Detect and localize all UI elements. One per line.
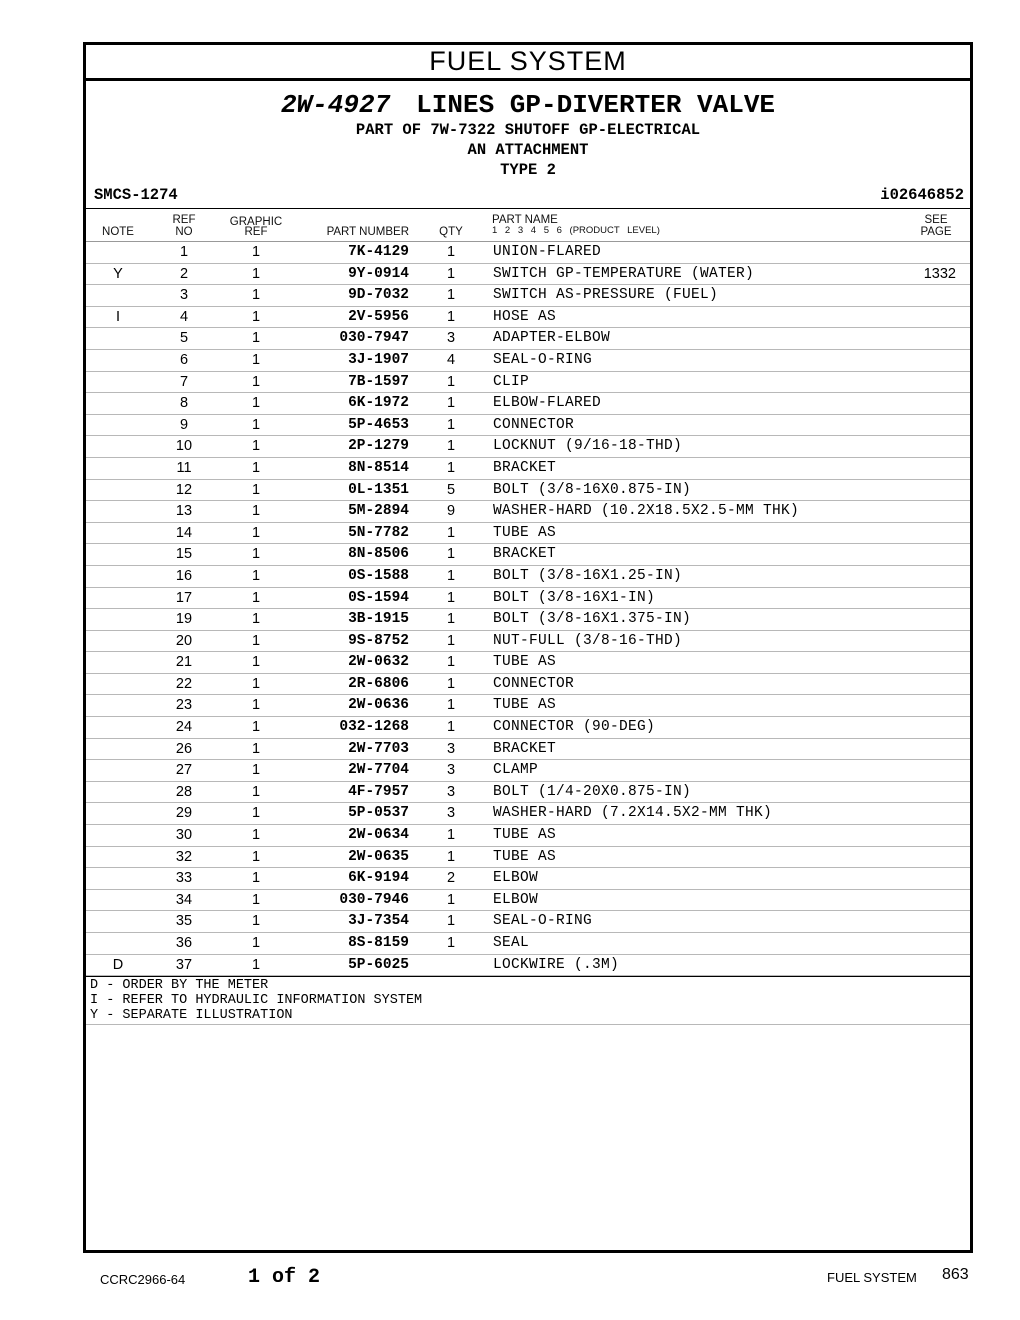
part-number-cell: 9S-8752 [348,632,409,649]
assembly-title [86,90,970,120]
column-header [86,208,970,242]
table-row [86,609,970,631]
ref-no-cell: 37 [175,956,193,973]
qty-cell: 3 [446,783,456,800]
qty-cell: 2 [446,870,456,887]
part-number-cell: 2W-0634 [348,827,409,844]
qty-cell: 1 [446,632,456,649]
graphic-ref-cell: 1 [251,654,261,671]
graphic-ref-cell: 1 [251,546,261,563]
part-name-cell: LOCKNUT (9/16-18-THD) [493,438,683,455]
graphic-ref-cell: 1 [251,783,261,800]
part-number-cell: 2R-6806 [348,675,409,692]
part-name-cell: CONNECTOR [493,675,575,692]
part-number-cell: 5P-4653 [348,416,409,433]
graphic-ref-cell: 1 [251,848,261,865]
see-page-cell: 1332 [923,265,956,282]
graphic-ref-cell: 1 [251,459,261,476]
table-row [86,695,970,717]
ref-no-cell: 4 [179,308,189,325]
qty-cell: 1 [446,675,456,692]
table-row [86,372,970,394]
part-name-cell: BOLT (3/8-16X1.25-IN) [493,567,683,584]
note-i: I - REFER TO HYDRAULIC INFORMATION SYSTEM [90,993,423,1009]
attachment-line: AN ATTACHMENT [467,141,589,159]
qty-cell: 1 [446,373,456,390]
ref-no-cell: 5 [179,330,189,347]
part-number-cell: 0S-1588 [348,567,409,584]
table-row [86,285,970,307]
col-note: NOTE [102,226,134,238]
graphic-ref-cell: 1 [251,524,261,541]
ref-no-cell: 30 [175,827,193,844]
table-row [86,588,970,610]
qty-cell: 1 [446,913,456,930]
qty-cell: 1 [446,719,456,736]
table-row [86,825,970,847]
ref-no-cell: 32 [175,848,193,865]
qty-cell: 1 [446,848,456,865]
part-name-cell: BOLT (3/8-16X1.375-IN) [493,611,692,628]
part-name-cell: SEAL-O-RING [493,913,593,930]
col-qty: QTY [439,226,463,238]
qty-cell: 5 [446,481,456,498]
table-row [86,501,970,523]
qty-cell: 3 [446,805,456,822]
col-ref-bottom: NO [175,226,193,238]
ref-no-cell: 15 [175,546,193,563]
part-number-cell: 4F-7957 [348,783,409,800]
part-number-cell: 7B-1597 [348,373,409,390]
part-number-cell: 032-1268 [339,719,409,736]
graphic-ref-cell: 1 [251,265,261,282]
qty-cell: 1 [446,244,456,260]
col-part-number: PART NUMBER [326,226,409,238]
graphic-ref-cell: 1 [251,740,261,757]
graphic-ref-cell: 1 [251,308,261,325]
graphic-ref-cell: 1 [251,935,261,951]
graphic-ref-cell: 1 [251,827,261,844]
table-row [86,480,970,502]
part-name-cell: TUBE AS [493,827,557,844]
ref-no-cell: 12 [175,481,193,498]
part-number-cell: 3J-7354 [348,913,409,930]
part-number-cell: 0L-1351 [348,481,409,498]
note-cell: D [112,956,124,973]
table-row [86,328,970,350]
assembly-header [86,81,970,208]
part-name-cell: WASHER-HARD (10.2X18.5X2.5-MM THK) [493,503,800,520]
qty-cell: 9 [446,503,456,520]
part-number-cell: 5M-2894 [348,503,409,520]
graphic-ref-cell: 1 [251,675,261,692]
qty-cell: 3 [446,740,456,757]
table-row [86,393,970,415]
part-name-cell: SWITCH AS-PRESSURE (FUEL) [493,287,719,304]
graphic-ref-cell: 1 [251,481,261,498]
part-name-cell: CONNECTOR (90-DEG) [493,719,656,736]
assembly-part-number: 2W-4927 [280,90,391,120]
part-number-cell: 3B-1915 [348,611,409,628]
part-name-cell: ADAPTER-ELBOW [493,330,611,347]
ref-no-cell: 24 [175,719,193,736]
table-row [86,544,970,566]
part-name-cell: SEAL [493,935,530,951]
part-number-cell: 030-7947 [339,330,409,347]
part-number-cell: 7K-4129 [348,244,409,260]
graphic-ref-cell: 1 [251,373,261,390]
qty-cell: 4 [446,351,456,368]
note-cell: Y [113,265,123,282]
ref-no-cell: 11 [176,459,192,476]
ref-no-cell: 13 [175,503,193,520]
ref-no-cell: 27 [175,762,193,779]
ref-no-cell: 35 [175,913,193,930]
part-number-cell: 5N-7782 [348,524,409,541]
part-name-cell: WASHER-HARD (7.2X14.5X2-MM THK) [493,805,773,822]
qty-cell: 1 [446,546,456,563]
parts-page-frame [83,42,973,1253]
part-number-cell: 8N-8514 [348,459,409,476]
ref-no-cell: 17 [175,589,193,606]
ref-no-cell: 29 [175,805,193,822]
col-see-bottom: PAGE [920,226,952,238]
qty-cell: 1 [446,395,456,412]
part-name-cell: BOLT (3/8-16X1-IN) [493,589,656,606]
part-number-cell: 6K-9194 [348,870,409,887]
part-name-cell: SEAL-O-RING [493,351,593,368]
graphic-ref-cell: 1 [251,244,261,260]
type-line: TYPE 2 [500,161,556,179]
table-row [86,458,970,480]
table-row [86,307,970,329]
table-row [86,652,970,674]
graphic-ref-cell: 1 [251,287,261,304]
ref-no-cell: 21 [175,654,193,671]
note-d: D - ORDER BY THE METER [90,978,269,994]
table-row [86,523,970,545]
qty-cell: 1 [446,287,456,304]
ref-no-cell: 16 [175,567,193,584]
footer-section: FUEL SYSTEM [827,1270,917,1285]
part-name-cell: BOLT (1/4-20X0.875-IN) [493,783,692,800]
qty-cell: 1 [446,459,456,476]
part-number-cell: 030-7946 [339,891,409,908]
ref-no-cell: 6 [179,351,189,368]
part-name-cell: CLAMP [493,762,539,779]
part-name-cell: CONNECTOR [493,416,575,433]
part-name-cell: BRACKET [493,546,557,563]
graphic-ref-cell: 1 [251,891,261,908]
ref-no-cell: 14 [175,524,193,541]
part-name-cell: TUBE AS [493,848,557,865]
qty-cell: 1 [446,416,456,433]
section-title: FUEL SYSTEM [86,45,970,81]
table-row [86,803,970,825]
ref-no-cell: 22 [175,675,193,692]
col-graphic-top: GRAPHIC [229,216,283,228]
ref-no-cell: 1 [179,244,189,260]
parts-table-body [86,242,970,976]
graphic-ref-cell: 1 [251,589,261,606]
part-number-cell: 9D-7032 [348,287,409,304]
ref-no-cell: 10 [175,438,193,455]
qty-cell: 1 [446,438,456,455]
part-number-cell: 2W-7703 [348,740,409,757]
qty-cell: 3 [446,762,456,779]
graphic-ref-cell: 1 [251,416,261,433]
part-number-cell: 5P-6025 [348,956,409,973]
part-number-cell: 2W-0635 [348,848,409,865]
table-row [86,739,970,761]
qty-cell: 1 [446,524,456,541]
part-name-cell: NUT-FULL (3/8-16-THD) [493,632,683,649]
graphic-ref-cell: 1 [251,395,261,412]
note-y: Y - SEPARATE ILLUSTRATION [90,1008,293,1024]
part-name-cell: ELBOW-FLARED [493,395,602,412]
part-number-cell: 2V-5956 [348,308,409,325]
smcs-code: SMCS-1274 [94,186,178,204]
ref-no-cell: 2 [179,265,189,282]
part-name-cell: TUBE AS [493,524,557,541]
graphic-ref-cell: 1 [251,805,261,822]
table-row [86,436,970,458]
table-row [86,264,970,286]
ref-no-cell: 3 [179,287,189,304]
part-number-cell: 3J-1907 [348,351,409,368]
graphic-ref-cell: 1 [251,351,261,368]
part-name-cell: UNION-FLARED [493,244,602,260]
part-number-cell: 5P-0537 [348,805,409,822]
graphic-ref-cell: 1 [251,870,261,887]
ref-no-cell: 7 [179,373,189,390]
table-row [86,911,970,933]
graphic-ref-cell: 1 [251,567,261,584]
part-name-cell: BOLT (3/8-16X0.875-IN) [493,481,692,498]
table-row [86,955,970,977]
part-name-cell: TUBE AS [493,654,557,671]
qty-cell: 1 [446,697,456,714]
qty-cell: 1 [446,265,456,282]
graphic-ref-cell: 1 [251,503,261,520]
notes-legend [86,976,970,1025]
part-number-cell: 2W-0632 [348,654,409,671]
graphic-ref-cell: 1 [251,697,261,714]
ref-no-cell: 33 [175,870,193,887]
parent-assembly-line: PART OF 7W-7322 SHUTOFF GP-ELECTRICAL [355,121,701,139]
graphic-ref-cell: 1 [251,330,261,347]
qty-cell: 1 [446,589,456,606]
assembly-name: LINES GP-DIVERTER VALVE [416,90,776,120]
ref-no-cell: 9 [179,416,189,433]
qty-cell: 1 [446,567,456,584]
graphic-ref-cell: 1 [251,438,261,455]
col-product-level: 1 2 3 4 5 6 (PRODUCT LEVEL) [492,225,660,236]
part-number-cell: 9Y-0914 [348,265,409,282]
graphic-ref-cell: 1 [251,762,261,779]
graphic-ref-cell: 1 [251,913,261,930]
qty-cell: 1 [446,935,456,951]
part-name-cell: BRACKET [493,740,557,757]
qty-cell: 1 [446,827,456,844]
part-name-cell: CLIP [493,373,530,390]
qty-cell: 3 [446,330,456,347]
footer-code: CCRC2966-64 [100,1272,186,1287]
ref-no-cell: 19 [175,611,193,628]
ref-no-cell: 34 [175,891,193,908]
footer-page-of: 1 of 2 [248,1266,321,1289]
illustration-id: i02646852 [880,186,964,204]
table-row [86,415,970,437]
part-number-cell: 6K-1972 [348,395,409,412]
graphic-ref-cell: 1 [251,611,261,628]
graphic-ref-cell: 1 [251,719,261,736]
table-row [86,631,970,653]
ref-no-cell: 23 [175,697,193,714]
table-row [86,868,970,890]
part-number-cell: 2W-0636 [348,697,409,714]
table-row [86,760,970,782]
part-name-cell: SWITCH GP-TEMPERATURE (WATER) [493,265,755,282]
graphic-ref-cell: 1 [251,956,261,973]
table-row [86,933,970,955]
col-graphic-bottom: REF [244,226,268,238]
part-number-cell: 0S-1594 [348,589,409,606]
qty-cell: 1 [446,308,456,325]
table-row [86,782,970,804]
part-name-cell: ELBOW [493,891,539,908]
graphic-ref-cell: 1 [251,632,261,649]
ref-no-cell: 28 [175,783,193,800]
table-row [86,350,970,372]
qty-cell: 1 [446,611,456,628]
col-part-name: PART NAME [492,214,558,226]
part-number-cell: 2P-1279 [348,438,409,455]
page-footer [0,1264,1020,1294]
part-number-cell: 8N-8506 [348,546,409,563]
part-number-cell: 2W-7704 [348,762,409,779]
ref-no-cell: 20 [175,632,193,649]
col-see-top: SEE [924,214,948,226]
qty-cell: 1 [446,891,456,908]
table-row [86,717,970,739]
table-row [86,566,970,588]
ref-no-cell: 8 [179,395,189,412]
part-name-cell: BRACKET [493,459,557,476]
note-cell: I [115,308,121,325]
ref-no-cell: 36 [175,935,193,951]
table-row [86,847,970,869]
table-row [86,242,970,264]
col-ref-top: REF [172,214,196,226]
part-name-cell: TUBE AS [493,697,557,714]
table-row [86,890,970,912]
part-number-cell: 8S-8159 [348,935,409,951]
qty-cell: 1 [446,654,456,671]
part-name-cell: LOCKWIRE (.3M) [493,956,620,973]
footer-page-number: 863 [942,1266,969,1283]
part-name-cell: HOSE AS [493,308,557,325]
ref-no-cell: 26 [175,740,193,757]
part-name-cell: ELBOW [493,870,539,887]
table-row [86,674,970,696]
